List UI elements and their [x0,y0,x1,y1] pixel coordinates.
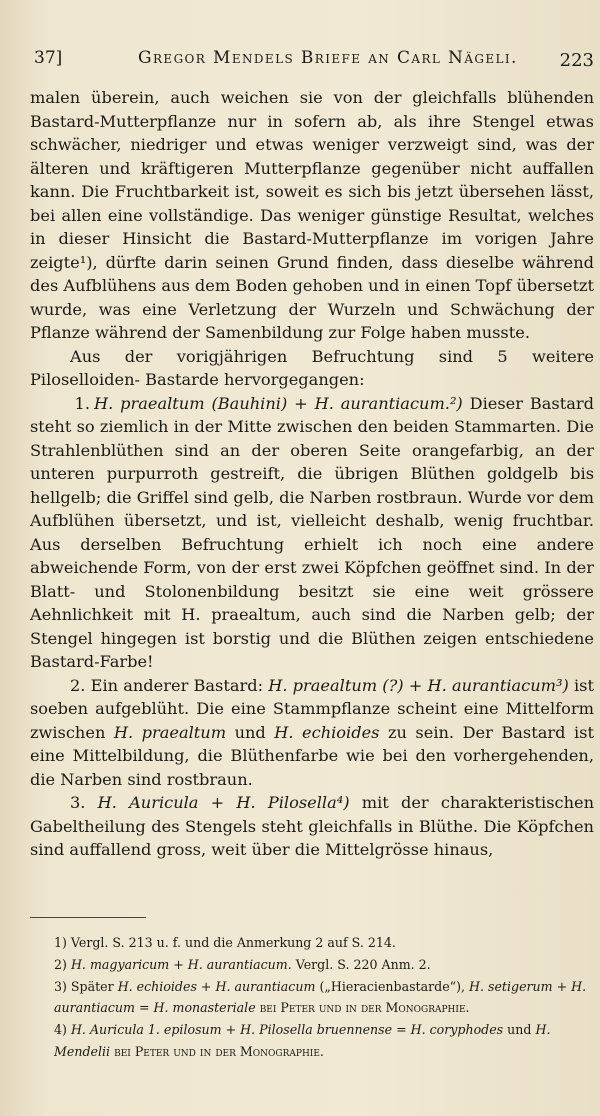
footnote-3-text-b: bei Peter und in der Monographie. [259,1000,470,1016]
footnote-4-species-b: H. Mendelii [54,1022,551,1059]
section-marker: 37] [34,48,63,68]
footnotes [30,932,594,1063]
item-3 [30,791,594,862]
footnote-3-species-a: H. echioides + H. aurantiacum [117,978,316,994]
running-header [30,48,594,78]
item-1-species: H. praealtum (Bauhini) + H. aurantiacum.²) [94,393,463,413]
footnote-2-num: 2) [54,956,67,972]
page-number: 223 [559,50,594,71]
footnote-2-text: Vergl. S. 220 Anm. 2. [295,956,431,972]
item-2-species-a: H. praealtum (?) + H. aurantiacum³) [268,675,569,695]
item-1-label: 1. [74,393,90,413]
footnote-3-num: 3) Später [54,978,114,994]
footnote-2 [30,954,594,976]
item-1 [30,392,594,674]
footnote-4-text-a: und [507,1022,532,1038]
item-3-species: H. Auricula + H. Pilosella⁴) [97,793,350,812]
item-2-species-c: H. echioides [274,722,380,742]
item-2-text-a: Ein anderer Bastard: [90,675,264,695]
item-2-text-d: zu sein. Der Bastard ist eine Mittelbildung, die Blüthenfarbe wie bei den vorhergehenden, die Narben sind rostbraun. [30,722,594,789]
footnote-3-text-a: („Hieracienbastarde“), [319,978,466,994]
item-2-label: 2. [70,675,86,695]
intro-paragraph [30,345,594,392]
intro-line-1: Aus der vorigjährigen Befruchtung sind 5 weitere Piloselloiden- [30,346,594,389]
running-title: Gregor Mendels Briefe an Carl Nägeli. [138,48,518,68]
footnote-4-text-b: bei Peter und in der Monographie. [114,1043,324,1059]
item-2-species-b: H. praealtum [113,722,227,742]
main-text [30,86,594,862]
footnote-4-species-a: H. Auricula 1. epilosum + H. Pilosella bruennense = H. coryphodes [70,1022,504,1038]
item-1-text: Dieser Bastard steht so ziemlich in der Mitte zwischen den beiden Stammarten. Die Strahlenblüthen sind an der oberen Seite orangefarbig, an der unteren purpurroth gestreift, die übrigen Blüthen goldgelb bis hellgelb; die Griffel sind gelb, die Narben rostbraun. Wurde vor dem Aufblühen übersetzt, und ist, vielleicht deshalb, wenig fruchtbar. Aus derselben Befruchtung erhielt ich noch eine andere abweichende Form, von der erst zwei Köpfchen geöffnet sind. In der Blatt- und Stolonenbildung besitzt sie eine weit grössere Aehnlichkeit mit H. praealtum, auch sind die Narben gelb; der Stengel hingegen ist borstig und die Blüthen zeigen entschiedene Bastard-Farbe! [30,393,594,671]
footnote-4-num: 4) [54,1022,67,1038]
footnote-4 [30,1019,594,1063]
item-3-label: 3. [70,793,86,812]
footnote-1: 1) Vergl. S. 213 u. f. und die Anmerkung 2 auf S. 214. [54,935,396,950]
item-2-text-c: und [234,722,266,742]
item-3-text: mit der charakteristischen Gabeltheilung des Stengels steht gleichfalls in Blüthe. Die Köpfchen sind auffallend gross, weit über die Mittelgrösse hinaus, [30,793,594,859]
footnote-divider [30,917,146,918]
footnote-3-species-b: H. setigerum + H. aurantiacum = H. monasteriale [54,978,587,1016]
item-2 [30,674,594,792]
footnote-3 [30,976,594,1020]
item-2-text-b: ist soeben aufgeblüht. Die eine Stammpflanze scheint eine Mittelform zwischen [30,675,594,742]
intro-line-2: Bastarde hervorgegangen: [145,370,365,389]
paragraph-continuation: malen überein, auch weichen sie von der gleichfalls blühenden Bastard-Mutterpflanze nur in sofern ab, als ihre Stengel etwas schwächer, niedriger und etwas weniger verzweigt sind, was der älteren und kräftigeren Mutterpflanze gegenüber nicht auffallen kann. Die Fruchtbarkeit ist, soweit es sich bis jetzt übersehen lässt, bei allen eine vollständige. Das weniger günstige Resultat, welches in dieser Hinsicht die Bastard-Mutterpflanze im vorigen Jahre zeigte¹), dürfte darin seinen Grund finden, dass dieselbe während des Aufblühens aus dem Boden gehoben und in einen Topf übersetzt wurde, was eine Verletzung der Wurzeln und Schwächung der Pflanze während der Samenbildung zur Folge haben musste. [30,88,594,342]
footnote-2-species: H. magyaricum + H. aurantiacum. [70,956,292,972]
